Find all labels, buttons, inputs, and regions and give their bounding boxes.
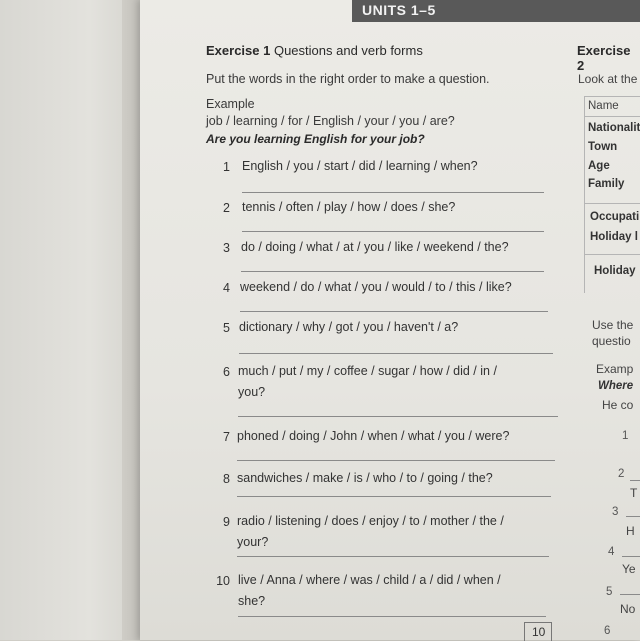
example-label: Example (206, 97, 255, 111)
exercise2-fragment: No (620, 602, 636, 616)
item-words: dictionary / why / got / you / haven't / a? (239, 320, 459, 334)
form-label-holiday-last: Holiday l (590, 231, 638, 243)
form-label-town: Town (588, 141, 618, 153)
exercise2-fragment: H (626, 524, 635, 538)
exercise2-item-number: 3 (612, 506, 619, 518)
answer-line[interactable] (241, 271, 544, 272)
answer-line[interactable] (622, 556, 640, 557)
form-divider (584, 203, 640, 204)
answer-line[interactable] (630, 480, 640, 481)
page-number: 10 (532, 625, 546, 639)
form-divider (584, 254, 640, 255)
item-number: 5 (223, 321, 230, 335)
exercise2-item-number: 4 (608, 546, 615, 558)
exercise1-instruction: Put the words in the right order to make a question. (206, 72, 490, 86)
exercise2-use-text-2: questio (592, 334, 631, 348)
exercise2-example-answer: He co (602, 398, 634, 412)
answer-line[interactable] (237, 556, 549, 557)
form-label-name: Name (588, 100, 619, 112)
answer-line[interactable] (242, 192, 544, 193)
item-words: radio / listening / does / enjoy / to / mother / the / (237, 514, 504, 528)
item-words: phoned / doing / John / when / what / you / were? (237, 429, 510, 443)
form-divider (584, 116, 640, 117)
item-number: 9 (223, 515, 230, 529)
item-words: do / doing / what / at / you / like / weekend / the? (241, 240, 509, 254)
example-words: job / learning / for / English / your / you / are? (206, 114, 455, 128)
item-number: 1 (223, 160, 230, 174)
exercise2-example-question: Where (598, 380, 634, 392)
form-label-nationality: Nationalit (588, 122, 640, 134)
exercise2-item-number: 2 (618, 468, 625, 480)
item-words: English / you / start / did / learning / when? (242, 159, 478, 173)
item-words: tennis / often / play / how / does / she? (242, 200, 456, 214)
exercise2-fragment: T (630, 486, 638, 500)
exercise2-number: Exercise 2 (577, 43, 631, 73)
item-words-continued: she? (238, 594, 266, 608)
item-words: much / put / my / coffee / sugar / how / did / in / (238, 364, 497, 378)
answer-line[interactable] (237, 496, 551, 497)
exercise1-heading (206, 43, 423, 58)
answer-line[interactable] (242, 231, 544, 232)
item-number: 3 (223, 241, 230, 255)
answer-line[interactable] (238, 616, 546, 617)
exercise2-item-number: 6 (604, 625, 611, 637)
form-label-occupation: Occupati (590, 211, 640, 223)
answer-line[interactable] (626, 516, 640, 517)
item-words: sandwiches / make / is / who / to / going / the? (237, 471, 493, 485)
answer-line[interactable] (240, 311, 548, 312)
example-answer: Are you learning English for your job? (206, 132, 425, 146)
exercise2-item-number: 5 (606, 586, 613, 598)
exercise2-item-number: 1 (622, 430, 629, 442)
exercise2-fragment: Ye (622, 562, 636, 576)
answer-line[interactable] (237, 460, 555, 461)
item-number: 10 (216, 574, 230, 588)
answer-line[interactable] (239, 353, 553, 354)
exercise1-title: Questions and verb forms (273, 43, 423, 58)
item-number: 8 (223, 472, 230, 486)
item-number: 4 (223, 281, 230, 295)
form-label-family: Family (588, 178, 625, 190)
exercise2-heading (577, 43, 640, 73)
units-header-label: UNITS 1–5 (362, 2, 436, 18)
item-words-continued: you? (238, 385, 266, 399)
answer-line[interactable] (238, 416, 558, 417)
item-words-continued: your? (237, 535, 269, 549)
exercise2-example-label: Examp (596, 362, 634, 376)
item-number: 2 (223, 201, 230, 215)
item-words: live / Anna / where / was / child / a / did / when / (238, 573, 501, 587)
item-number: 6 (223, 365, 230, 379)
form-label-age: Age (588, 160, 610, 172)
exercise2-instruction: Look at the (578, 72, 638, 86)
answer-line[interactable] (620, 594, 640, 595)
exercise2-use-text: Use the (592, 318, 634, 332)
form-label-holiday: Holiday (594, 265, 636, 277)
item-number: 7 (223, 430, 230, 444)
exercise1-number: Exercise 1 (206, 43, 271, 58)
item-words: weekend / do / what / you / would / to / this / like? (240, 280, 512, 294)
